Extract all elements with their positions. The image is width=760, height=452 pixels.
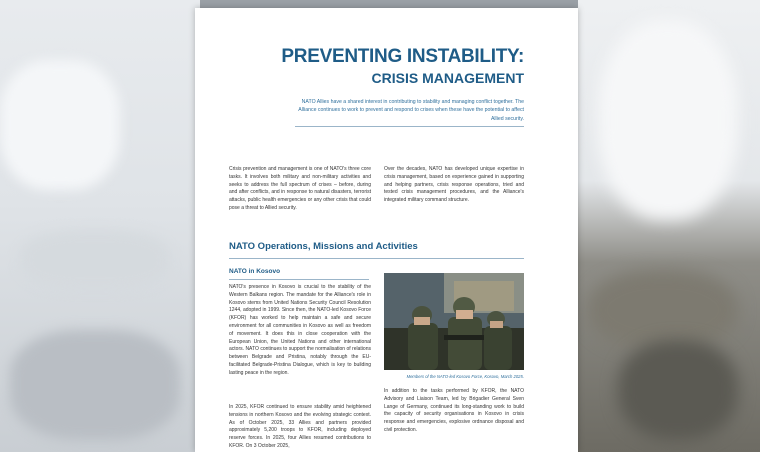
background-blob: [618, 340, 738, 440]
section-heading: NATO Operations, Missions and Activities: [229, 241, 418, 252]
background-right: [578, 0, 760, 452]
background-blob: [588, 270, 738, 350]
intro-paragraph: NATO Allies have a shared interest in contributing to stability and managing conflict together. The Alliance continues to work to prevent and respond to crises when these have the potential to affect Allied security.: [298, 99, 524, 122]
section-divider: [229, 258, 524, 259]
subsection-divider: [229, 279, 369, 280]
advisory-team-paragraph: In addition to the tasks performed by KFOR, the NATO Advisory and Liaison Team, led by Brigadier General Sven Lange of Germany, continued its long-standing work to build the capacity of security organisations in Kosovo in crisis response and emergencies, explosive ordnance disposal and civil protection.: [384, 388, 524, 433]
background-blob: [0, 60, 120, 190]
body-right-paragraph: Over the decades, NATO has developed unique expertise in crisis management, based on experience gained in supporting and helping partners, crisis response operations, tried and tested crisis management procedures, and the Alliance's integrated military command structure.: [384, 166, 524, 204]
background-blob: [598, 20, 738, 220]
background-blob: [20, 230, 170, 290]
kosovo-paragraph-2: In 2025, KFOR continued to ensure stability amid heightened tensions in northern Kosovo and the evolving strategic context. As of October 2025, 33 Allies and partners provided approximately 5,200 troops to KFOR, including deployed reserve forces. In 2025, four Allies resumed contributions to KFOR. On 3 October 2025,: [229, 404, 371, 449]
photo-caption: Members of the NATO-led Kosovo Force, Kosovo, March 2025.: [406, 374, 524, 379]
page-subtitle: CRISIS MANAGEMENT: [371, 70, 524, 86]
page-title: PREVENTING INSTABILITY:: [281, 46, 524, 67]
intro-divider: [295, 126, 524, 127]
background-blob: [10, 330, 180, 440]
subsection-heading: NATO in Kosovo: [229, 268, 281, 275]
soldiers-photo: [384, 273, 524, 370]
body-left-paragraph: Crisis prevention and management is one of NATO's three core tasks. It involves both military and non-military activities and seeks to address the full spectrum of crises – before, during and after conflicts, and in response to natural disasters, terrorist attacks, public health emergencies or any other crisis that could pose a threat to Allied security.: [229, 166, 371, 211]
document-page: [195, 8, 578, 452]
kosovo-paragraph-1: NATO's presence in Kosovo is crucial to the stability of the Western Balkans region. The mandate for the Alliance's role in Kosovo stems from United Nations Security Council Resolution 1244, adopted in 1999. Since then, the NATO-led Kosovo Force (KFOR) has worked to help maintain a safe and secure environment for all communities in Kosovo as well as freedom of movement. It does this in close cooperation with the European Union, the United Nations and other international actors. NATO continues to support the normalisation of relations between Belgrade and Pristina, notably through the EU-facilitated Belgrade-Pristina Dialogue, which is key to building lasting peace in the region.: [229, 284, 371, 376]
background-left: [0, 0, 200, 452]
soldiers-photo-graphic: [384, 273, 524, 370]
